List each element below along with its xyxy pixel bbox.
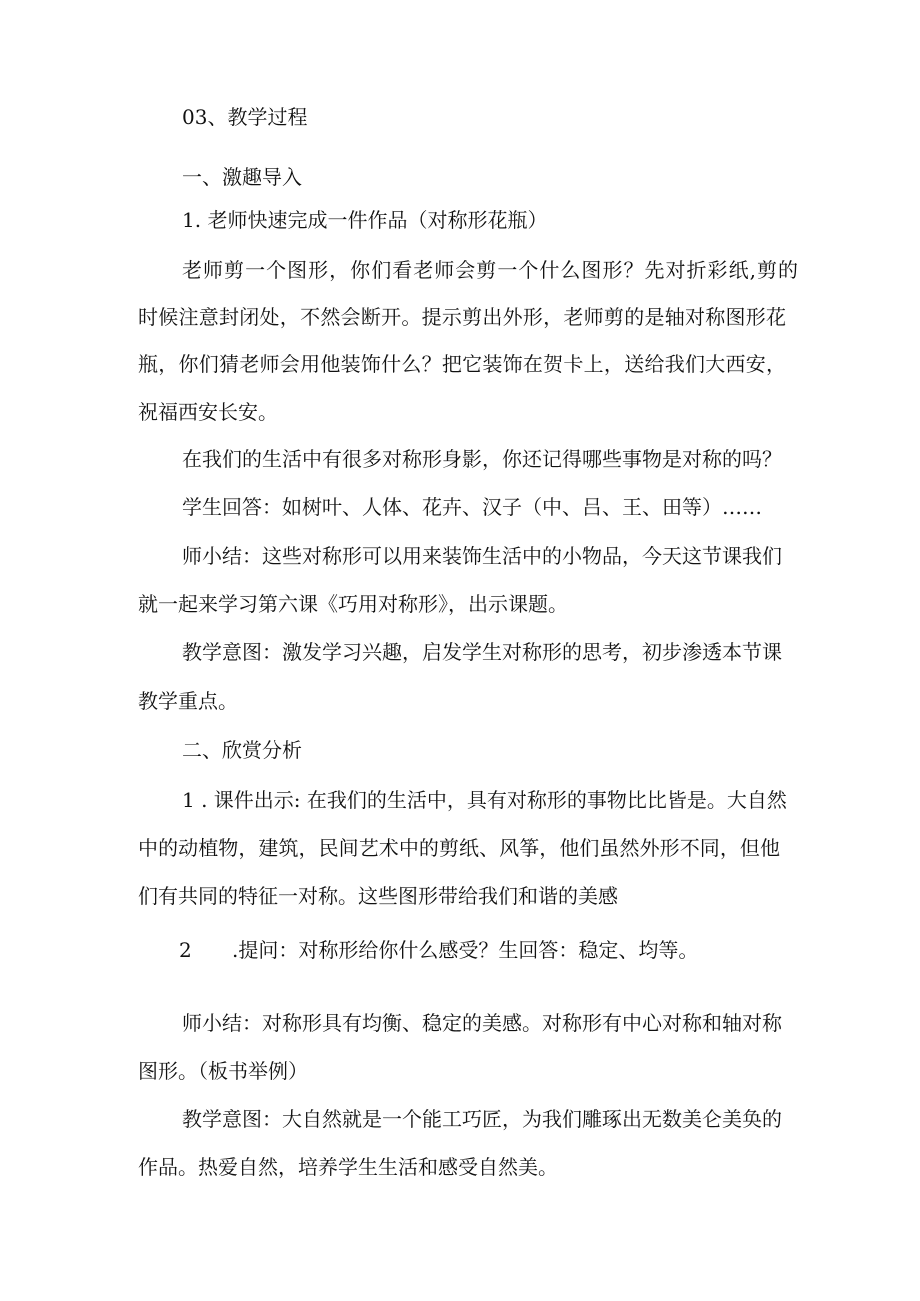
part1-paragraph1-line3: 瓶，你们猜老师会用他装饰什么？把它装饰在贺卡上，送给我们大西安， [138, 352, 786, 376]
part1-heading: 一、激趣导入 [182, 165, 302, 189]
part2-summary-line1: 师小结：对称形具有均衡、稳定的美感。对称形有中心对称和轴对称 [182, 1011, 782, 1035]
part2-item2-number: 2 [179, 938, 192, 962]
part2-intent-line1: 教学意图：大自然就是一个能工巧匠，为我们雕琢出无数美仑美奂的 [182, 1107, 782, 1131]
part1-intent-line2: 教学重点。 [138, 689, 238, 713]
part1-paragraph1-line2: 时候注意封闭处，不然会断开。提示剪出外形，老师剪的是轴对称图形花 [138, 305, 786, 329]
part1-paragraph1-line1: 老师剪一个图形，你们看老师会剪一个什么图形？先对折彩纸,剪的 [182, 258, 798, 282]
part2-item1-line1: 1 . 课件出示: 在我们的生活中，具有对称形的事物比比皆是。大自然 [182, 788, 787, 812]
part2-summary-line2: 图形。（板书举例） [138, 1059, 308, 1083]
part1-summary-line2: 就一起来学习第六课《巧用对称形》，出示课题。 [138, 592, 568, 616]
part1-summary-line1: 师小结：这些对称形可以用来装饰生活中的小物品，今天这节课我们 [182, 544, 782, 568]
section-title: 03、教学过程 [182, 105, 308, 129]
part2-item1-line3: 们有共同的特征一对称。这些图形带给我们和谐的美感 [138, 884, 618, 908]
part1-intent-line1: 教学意图：激发学习兴趣，启发学生对称形的思考，初步渗透本节课 [182, 640, 782, 664]
part2-item1-line2: 中的动植物，建筑，民间艺术中的剪纸、风筝，他们虽然外形不同，但他 [138, 836, 780, 860]
part1-paragraph2: 在我们的生活中有很多对称形身影，你还记得哪些事物是对称的吗？ [182, 447, 782, 471]
part1-paragraph1-line4: 祝福西安长安。 [138, 400, 278, 424]
part2-item2-text: .提问：对称形给你什么感受？生回答：稳定、均等。 [232, 938, 699, 962]
part1-student-answer: 学生回答：如树叶、人体、花卉、汉子（中、吕、王、田等）…… [182, 495, 762, 519]
part2-intent-line2: 作品。热爱自然，培养学生生活和感受自然美。 [138, 1155, 558, 1179]
part1-item1: 1. 老师快速完成一件作品（对称形花瓶） [182, 208, 548, 232]
part2-heading: 二、欣赏分析 [182, 738, 302, 762]
